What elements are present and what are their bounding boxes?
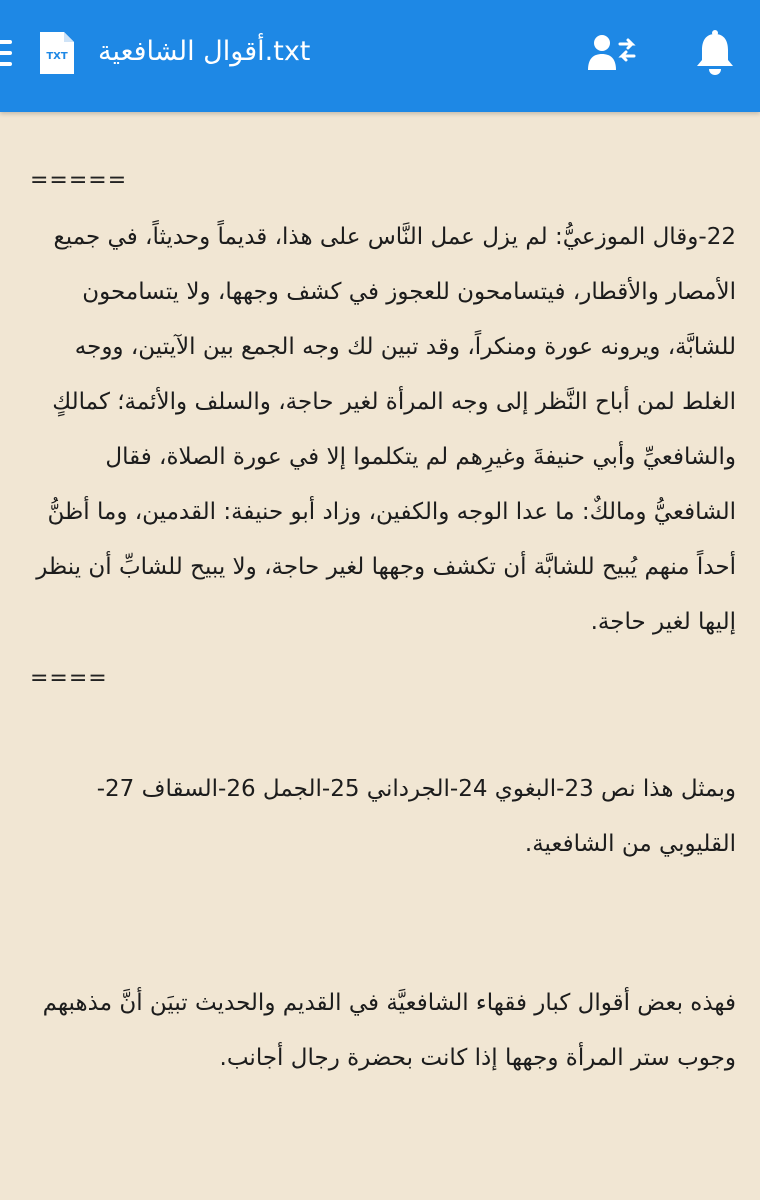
- document-body: [30, 150, 736, 1086]
- separator-bottom: ====: [30, 666, 108, 691]
- switch-user-icon[interactable]: [586, 30, 638, 76]
- paragraph-3: فهذه بعض أقوال كبار فقهاء الشافعيَّة في القديم والحديث تبيَن أنَّ مذهبهم وجوب ستر المرأة وجهها إذا كانت بحضرة رجال أجانب.: [42, 990, 736, 1071]
- txt-file-icon: [38, 30, 76, 76]
- separator-top: =====: [30, 168, 128, 193]
- paragraph-1: 22-وقال الموزعيُّ: لم يزل عمل النَّاس على هذا، قديماً وحديثاً، في جميع الأمصار والأقطار، فيتسامحون للعجوز في كشف وجهها، ولا يتسامحون للشابَّة، ويرونه عورة ومنكراً، وقد تبين لك وجه الجمع بين الآيتين، ووجه الغلط لمن أباح النَّظر إلى وجه المرأة لغير حاجة، والسلف والأئمة؛ كمالكٍ والشافعيِّ وأبي حنيفةَ وغيرِهم لم يتكلموا إلا في عورة الصلاة، فقال الشافعيُّ ومالكٌ: ما عدا الوجه والكفين، وزاد أبو حنيفة: القدمين، وما أظنُّ أحداً منهم يُبيح للشابَّة أن تكشف وجهها لغير حاجة، ولا يبيح للشابِّ أن ينظر إليها لغير حاجة.: [36, 224, 736, 635]
- app-bar: [0, 0, 760, 112]
- menu-icon[interactable]: [0, 38, 12, 68]
- document-title: أقوال الشافعية.txt: [98, 36, 311, 67]
- paragraph-2: وبمثل هذا نص 23-البغوي 24-الجرداني 25-الجمل 26-السقاف 27-القليوبي من الشافعية.: [96, 776, 736, 857]
- bell-icon[interactable]: [695, 28, 735, 76]
- file-badge: TXT: [46, 51, 68, 62]
